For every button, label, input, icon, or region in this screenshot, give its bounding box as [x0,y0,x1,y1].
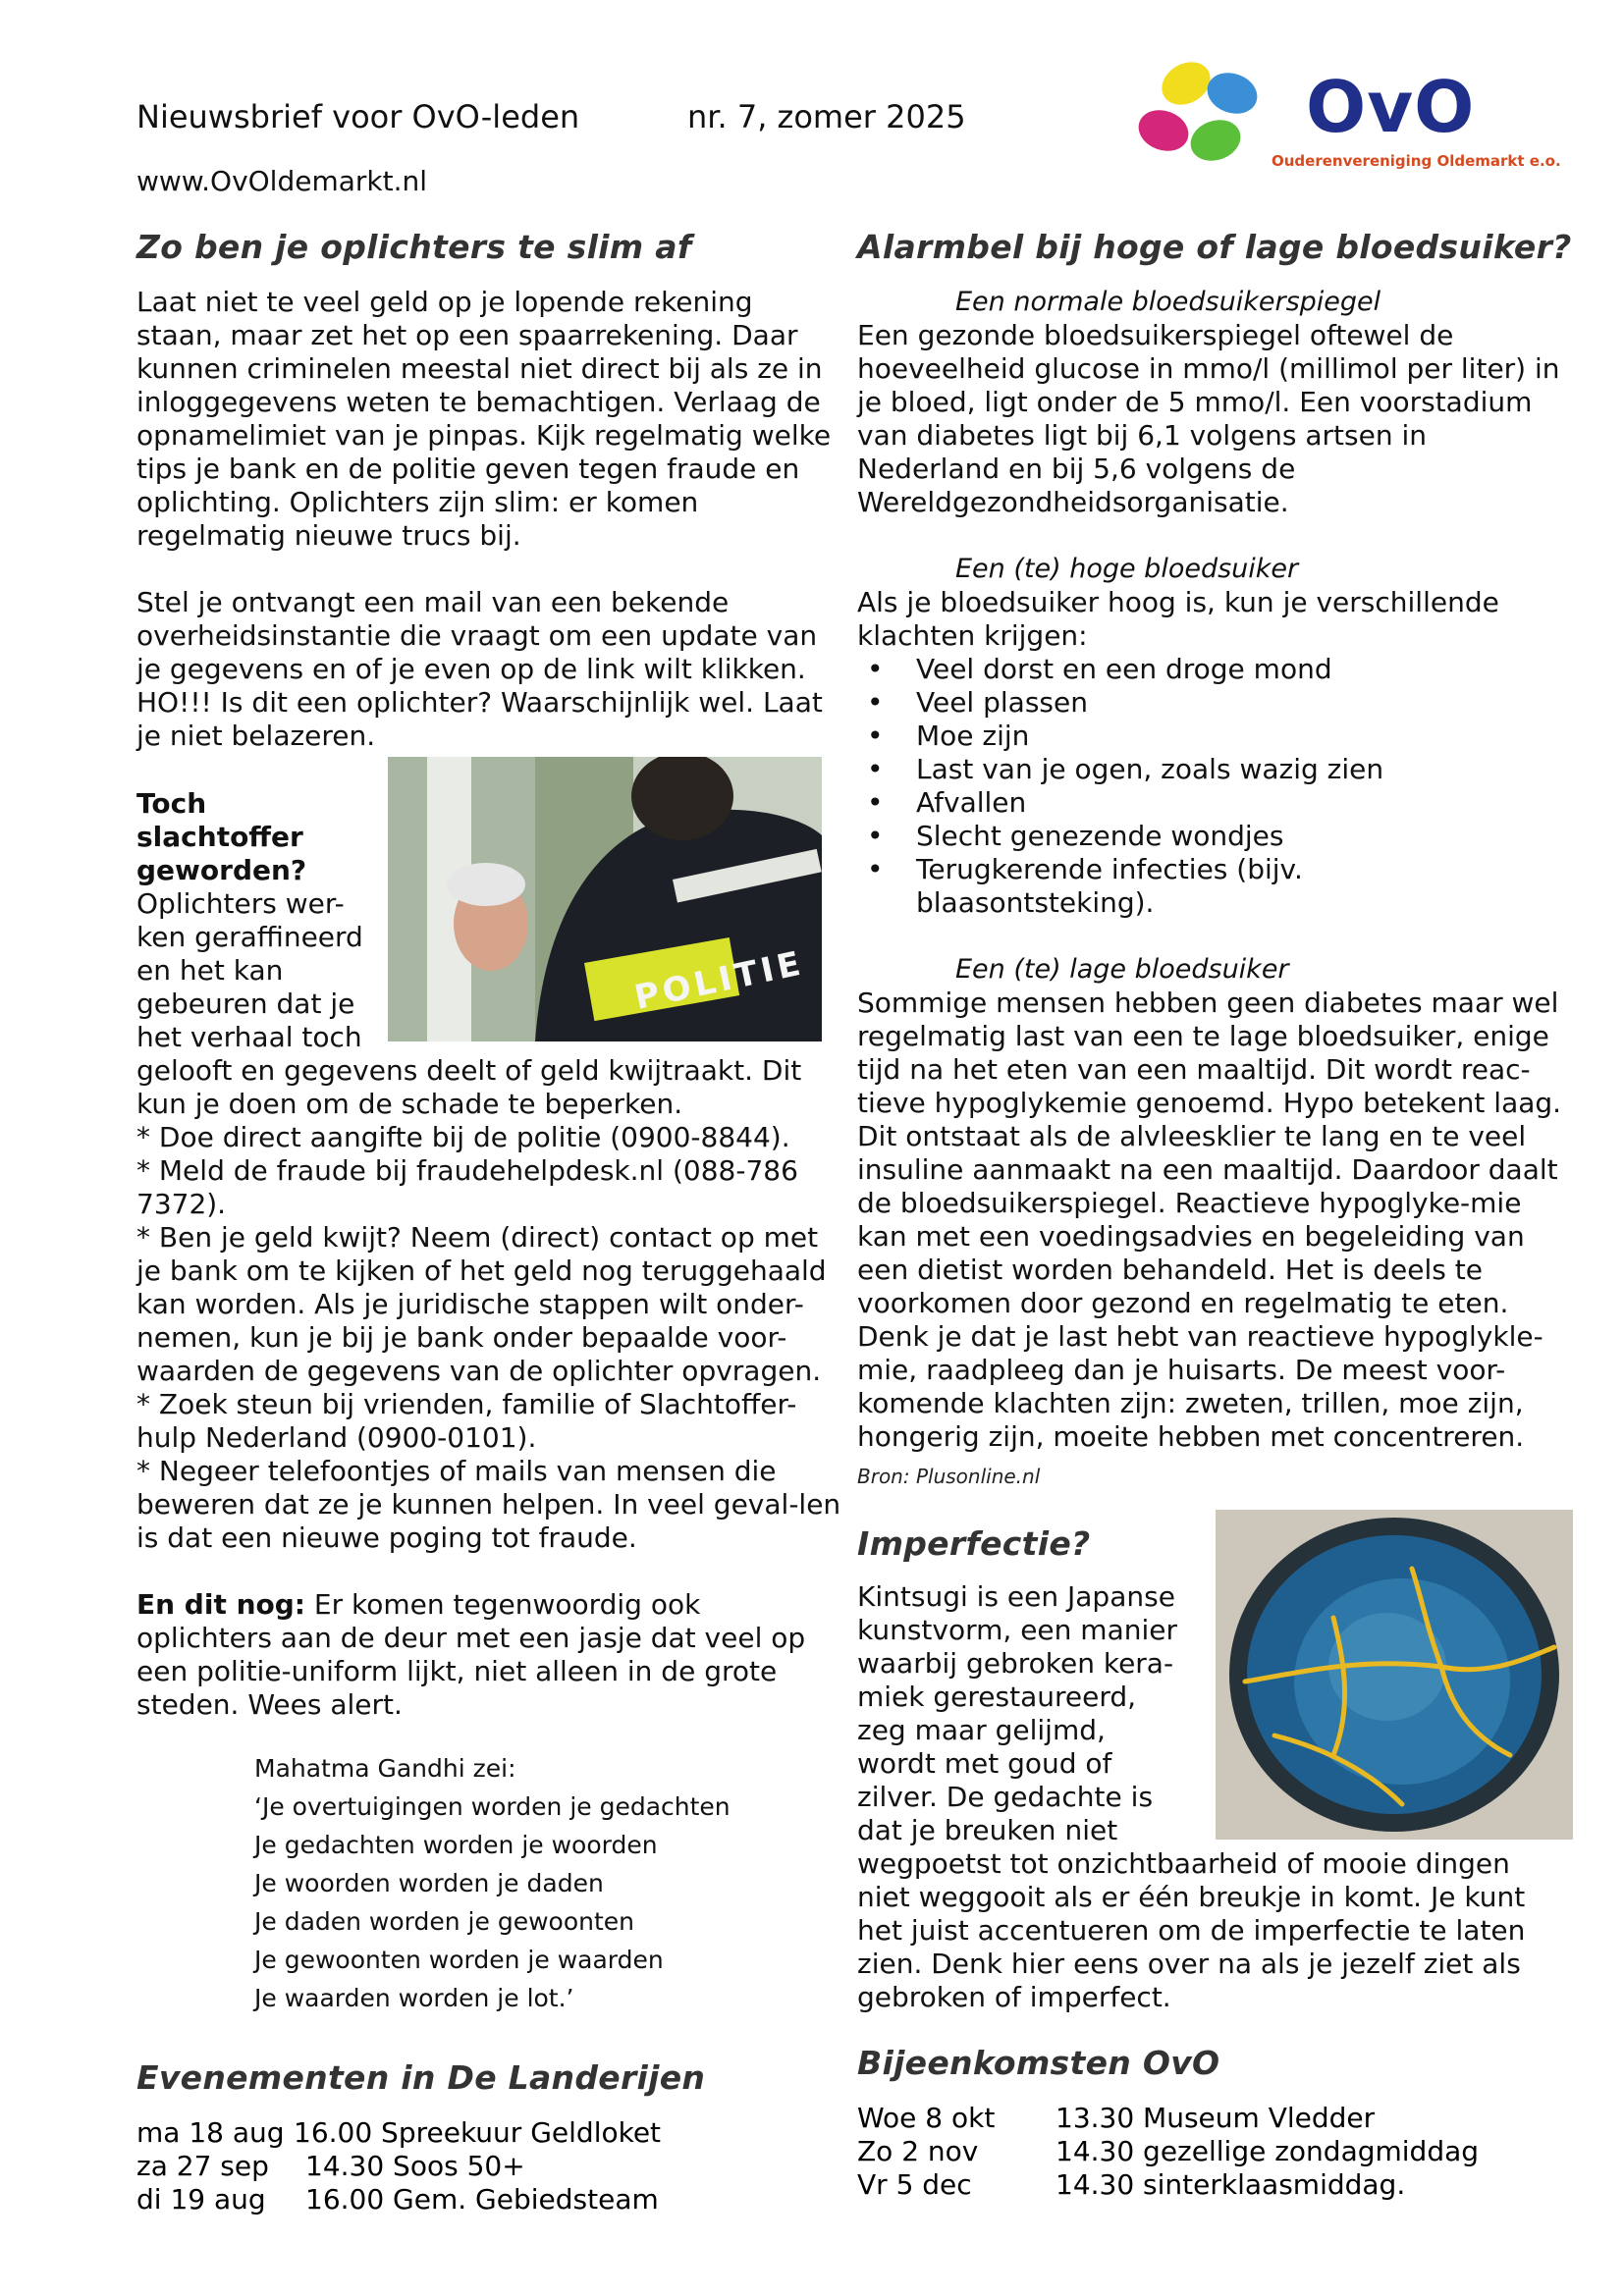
victim-continuation: gelooft en gegevens deelt of geld kwijtraakt. Dit kun je doen om de schade te beperken. [136,1054,802,1120]
victim-body [136,1054,843,1722]
website-link[interactable]: www.OvOldemarkt.nl [136,165,428,197]
quote-line: Je woorden worden je daden [254,1869,604,1897]
event-desc: 16.00 Spreekuur Geldloket [294,2116,662,2149]
symptom-item: • Veel plassen [857,686,1564,720]
subheading-normal: Een normale bloedsuikerspiegel [955,287,1381,317]
source-note: Bron: Plusonline.nl [857,1465,1041,1488]
event-row [136,2116,661,2150]
logo-name: OvO [1306,66,1476,148]
quote-line: Mahatma Gandhi zei: [254,1754,516,1783]
imperfection-cont-text: wegpoetst tot onzichtbaarheid of mooie dingen niet weggooit als er één breukje in komt. Je kunt het juist accentueren om de imperfectie te laten zien. Denk hier eens over na als je jezelf ziet als gebroken of imperfect. [857,1847,1526,2013]
event-row [136,2150,661,2183]
meetings-title: Bijeenkomsten OvO [857,2044,1220,2082]
bloodsugar-high-text: Als je bloedsuiker hoog is, kun je verschillende klachten krijgen: [857,586,1499,652]
subheading-low: Een (te) lage bloedsuiker [955,954,1289,985]
meeting-date: Woe 8 okt [857,2102,996,2134]
police-label: POLITIE [630,943,808,1018]
quote-line: Je gewoonten worden je waarden [254,1946,664,1974]
symptom-item: • Veel dorst en een droge mond [857,653,1564,686]
police-photo [388,757,822,1041]
victim-intro: Oplichters wer-ken geraffineerd en het kan gebeuren dat je het verhaal toch [136,887,363,1053]
meeting-desc: 14.30 sinterklaasmiddag. [1056,2168,1406,2201]
meetings-table [857,2102,1479,2202]
extra-note [136,1588,843,1722]
fraud-paragraph-1: Laat niet te veel geld op je lopende rekening staan, maar zet het op een spaarrekening. Daar kunnen criminelen meestal niet direct bij als ze in inloggegevens weten te bemachtigen. Verlaag de opnamelimiet van je pinpas. Kijk regelmatig welke tips je bank en de politie geven tegen fraude en oplichting. Oplichters zijn slim: er komen regelmatig nieuwe trucs bij. [136,286,832,552]
tip-item: * Negeer telefoontjes of mails van mensen die beweren dat ze je kunnen helpen. In veel geval-len is dat een nieuwe poging tot fraude. [136,1455,841,1554]
bloodsugar-low-text: Sommige mensen hebben geen diabetes maar wel regelmatig last van een te lage bloedsuiker, enige tijd na het eten van een maaltijd. Dit wordt reac-tieve hypoglykemie genoemd. Hypo betekent laag. Dit ontstaat als de alvleesklier te lang en te veel insuline aanmaakt na een maaltijd. Daardoor daalt de bloedsuikerspiegel. Reactieve hypoglyke-mie kan met een voedingsadvies en begeleiding van een dietist worden behandeld. Het is deels te voorkomen door gezond en regelmatig te eten. Denk je dat je last hebt van reactieve hypoglykle-mie, raadpleeg dan je huisarts. De meest voor-komende klachten zijn: zweten, trillen, moe zijn, hongerig zijn, moeite hebben met concentreren. [857,987,1562,1453]
tip-item: * Doe direct aangifte bij de politie (0900-8844). [136,1121,790,1153]
victim-heading: Toch slachtoffer geworden? [136,787,307,886]
meeting-desc: 13.30 Museum Vledder [1056,2102,1376,2134]
events-title: Evenementen in De Landerijen [136,2058,706,2097]
quote-line: Je gedachten worden je woorden [254,1831,658,1859]
events-table [136,2116,661,2216]
symptom-item: • Terugkerende infecties (bijv. blaasontsteking). [857,853,1348,920]
article-imperfection-title: Imperfectie? [857,1524,1091,1563]
tip-item: * Zoek steun bij vrienden, familie of Slachtoffer-hulp Nederland (0900-0101). [136,1388,797,1454]
article-fraud-title: Zo ben je oplichters te slim af [136,228,692,266]
symptom-item: • Moe zijn [857,720,1564,753]
event-date: ma 18 aug [136,2116,285,2149]
meeting-desc: 14.30 gezellige zondagmiddag [1056,2135,1480,2167]
event-date: di 19 aug [136,2183,266,2216]
meeting-row [857,2135,1479,2168]
kintsugi-bowl-photo [1216,1510,1573,1840]
tip-item: * Meld de fraude bij fraudehelpdesk.nl (088-786 7372). [136,1154,798,1220]
logo [1129,54,1561,172]
symptom-item: • Afvallen [857,786,1564,820]
quote-line: Je waarden worden je lot.’ [254,1984,574,2012]
symptom-list [857,653,1564,920]
event-desc: 16.00 Gem. Gebiedsteam [305,2183,659,2216]
quote-line: ‘Je overtuigingen worden je gedachten [254,1792,731,1821]
quote-line: Je daden worden je gewoonten [254,1907,634,1936]
logo-petals-icon [1129,54,1276,172]
event-desc: 14.30 Soos 50+ [305,2150,525,2182]
meeting-date: Zo 2 nov [857,2135,979,2167]
extra-label: En dit nog: [136,1588,305,1621]
meeting-row [857,2168,1479,2202]
article-fraud-body [136,286,843,753]
imperfection-wrap-text: Kintsugi is een Japanse kunstvorm, een manier waarbij gebroken kera-miek gerestaureerd, zeg maar gelijmd, wordt met goud of zilver. De gedachte is dat je breuken niet [857,1580,1178,1846]
issue-number: nr. 7, zomer 2025 [687,98,966,135]
logo-subtitle: Ouderenvereniging Oldemarkt e.o. [1272,152,1561,170]
tip-item: * Ben je geld kwijt? Neem (direct) contact op met je bank om te kijken of het geld nog teruggehaald kan worden. Als je juridische stappen wilt onder-nemen, kun je bij je bank onder bepaalde voor-waarden de gegevens van de oplichter opvragen. [136,1221,827,1387]
subheading-high: Een (te) hoge bloedsuiker [955,554,1299,584]
event-row [136,2183,661,2216]
symptom-item: • Last van je ogen, zoals wazig zien [857,753,1564,786]
symptom-item: • Slecht genezende wondjes [857,820,1564,853]
fraud-paragraph-2: Stel je ontvangt een mail van een bekende overheidsinstantie die vraagt om een update van je gegevens en of je even op de link wilt klikken. HO!!! Is dit een oplichter? Waarschijnlijk wel. Laat je niet belazeren. [136,586,823,752]
article-bloodsugar-body [857,286,1564,1493]
article-bloodsugar-title: Alarmbel bij hoge of lage bloedsuiker? [857,228,1572,266]
newsletter-title: Nieuwsbrief voor OvO-leden [136,98,580,135]
meeting-row [857,2102,1479,2135]
extra-text: Er komen tegenwoordig ook oplichters aan de deur met een jasje dat veel op een politie-uniform lijkt, niet alleen in de grote steden. Wees alert. [136,1588,806,1721]
bloodsugar-normal-text: Een gezonde bloedsuikerspiegel oftewel de hoeveelheid glucose in mmo/l (millimol per liter) in je bloed, ligt onder de 5 mmo/l. Een voorstadium van diabetes ligt bij 6,1 volgens artsen in Nederland en bij 5,6 volgens de Wereldgezondheidsorganisatie. [857,319,1560,518]
gandhi-quote [254,1749,804,2017]
meeting-date: Vr 5 dec [857,2168,972,2201]
event-date: za 27 sep [136,2150,269,2182]
